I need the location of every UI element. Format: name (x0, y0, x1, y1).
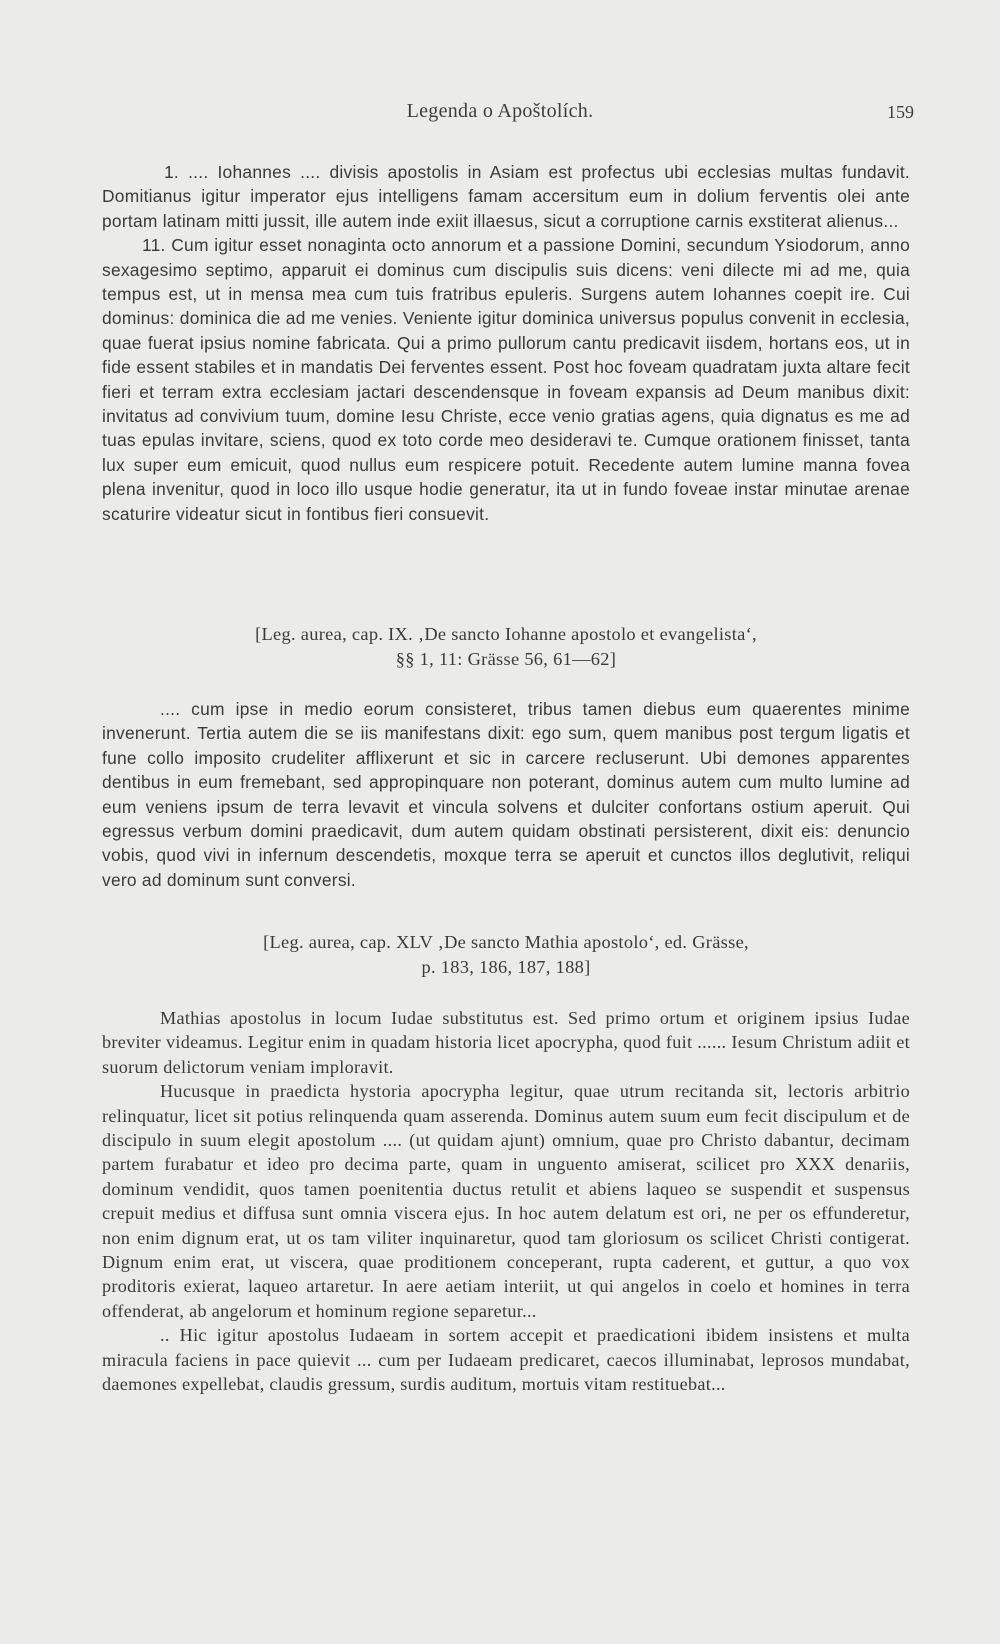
citation-line: p. 183, 186, 187, 188] (421, 957, 591, 977)
paragraph: Hucusque in praedicta hystoria apocrypha legitur, quae utrum recitanda sit, lectoris arbitrio relinquatur, licet sit potius relinquenda quam asserenda. Dominus autem suum eum fecit discipulum et de discipulo in suum elegit apostolum .... (ut quidam ajunt) omnium, quae pro Christo dabantur, decimam partem furabatur et ideo pro decima parte, quam in unguento amiserat, scilicet pro XXX denariis, dominum vendidit, quos tamen poenitentia ductus retulit et abiens laqueo se suspendit et suspensus crepuit medius et diffusa sunt omnia viscera ejus. In hoc autem delatum est ori, ne per os effunderetur, non enim dignum erat, ut os tam viliter inquinaretur, quod tam gloriosum os scilicet Christi contigerat. Dignum enim erat, ut viscera, quae proditionem conceperant, rupta caderent, et guttur, a quo vox proditoris exierat, laqueo artaretur. In aere aetiam interiit, ut qui angelos in coelo et homines in terra offenderat, ab angelorum et hominum regione separetur... (102, 1081, 910, 1321)
citation-legenda-aurea-xlv (102, 930, 910, 980)
citation-legenda-aurea-ix (102, 622, 910, 672)
paragraph: .. Hic igitur apostolus Iudaeam in sortem accepit et praedicationi ibidem insistens et multa miracula faciens in pace quievit ... cum per Iudaeam predicaret, caecos illuminabat, leprosos mundabat, daemones expellebat, claudis gressum, surdis auditum, mortuis vitam restituebat... (102, 1325, 910, 1395)
text-block-mathias-prison (102, 697, 910, 892)
citation-line: §§ 1, 11: Grässe 56, 61—62] (395, 649, 617, 669)
text-block-iudas (102, 1006, 910, 1397)
citation-line: [Leg. aurea, cap. XLV ‚De sancto Mathia apostolo‘, ed. Grässe, (263, 932, 749, 952)
text-block-iohannes (102, 160, 910, 526)
paragraph: Mathias apostolus in locum Iudae substitutus est. Sed primo ortum et originem ipsius Iudae breviter videamus. Legitur enim in quadam historia licet apocrypha, quod fuit ...... Iesum Christum adiit et suorum delictorum veniam imploravit. (102, 1008, 910, 1077)
page-number: 159 (887, 102, 914, 122)
paragraph-11: 11. Cum igitur esset nonaginta octo annorum et a passione Domini, secundum Ysiodorum, anno sexagesimo septimo, apparuit ei dominus cum discipulis suis dicens: veni dilecte mi ad me, quia tempus est, ut in mensa mea cum tuis fratribus epuleris. Surgens autem Iohannes coepit ire. Cui dominus: dominica die ad me venies. Veniente igitur dominica universus populus convenit in ecclesia, quae fuerat ipsius nomine fabricata. Qui a primo pullorum cantu predicavit iisdem, hortans eos, ut in fide essent stabiles et in mandatis Dei ferventes essent. Post hoc foveam quadratam juxta altare fecit fieri et terram extra ecclesiam jactari descendensque in foveam expansis ad Deum manibus dixit: invitatus ad convivium tuum, domine Iesu Christe, ecce venio gratias agens, quia dignatus es me ad tuas epulas invitare, sciens, quod ex toto corde meo desideravi te. Cumque orationem finisset, tanta lux super eum emicuit, quod nullus eum respicere potuit. Recedente autem lumine manna fovea plena invenitur, quod in loco illo usque hodie generatur, ita ut in fundo foveae instar minutae arenae scaturire videatur sicut in fontibus fieri consuevit. (102, 235, 910, 524)
citation-line: [Leg. aurea, cap. IX. ‚De sancto Iohanne apostolo et evangelista‘, (255, 624, 757, 644)
running-title: Legenda o Apoštolích. (406, 100, 594, 122)
paragraph-1: 1. .... Iohannes .... divisis apostolis in Asiam est profectus ubi ecclesias multas fundavit. Domitianus igitur imperator ejus intelligens famam accersitum eum in dolium ferventis olei ante portam latinam mitti jussit, ille autem inde exiit illaesus, sicut a corruptione carnis exstiterat alienus... (102, 162, 910, 231)
page-header (0, 100, 1000, 130)
paragraph: .... cum ipse in medio eorum consisteret, tribus tamen diebus eum quaerentes minime invenerunt. Tertia autem die se iis manifestans dixit: ego sum, quem manibus post tergum ligatis et fune collo imposito crudeliter afflixerunt et sic in carcere recluserunt. Ubi demones apparentes dentibus in eum fremebant, sed appropinquare non poterant, dominus autem cum multo lumine ad eum veniens ipsum de terra levavit et vincula solvens et dulciter confortans ostium aperuit. Qui egressus verbum domini praedicavit, dum autem quidam obstinati persisterent, dixit eis: denuncio vobis, quod vivi in infernum descendetis, moxque terra se aperuit et cunctos illos deglutivit, reliqui vero ad dominum sunt conversi. (102, 699, 910, 890)
